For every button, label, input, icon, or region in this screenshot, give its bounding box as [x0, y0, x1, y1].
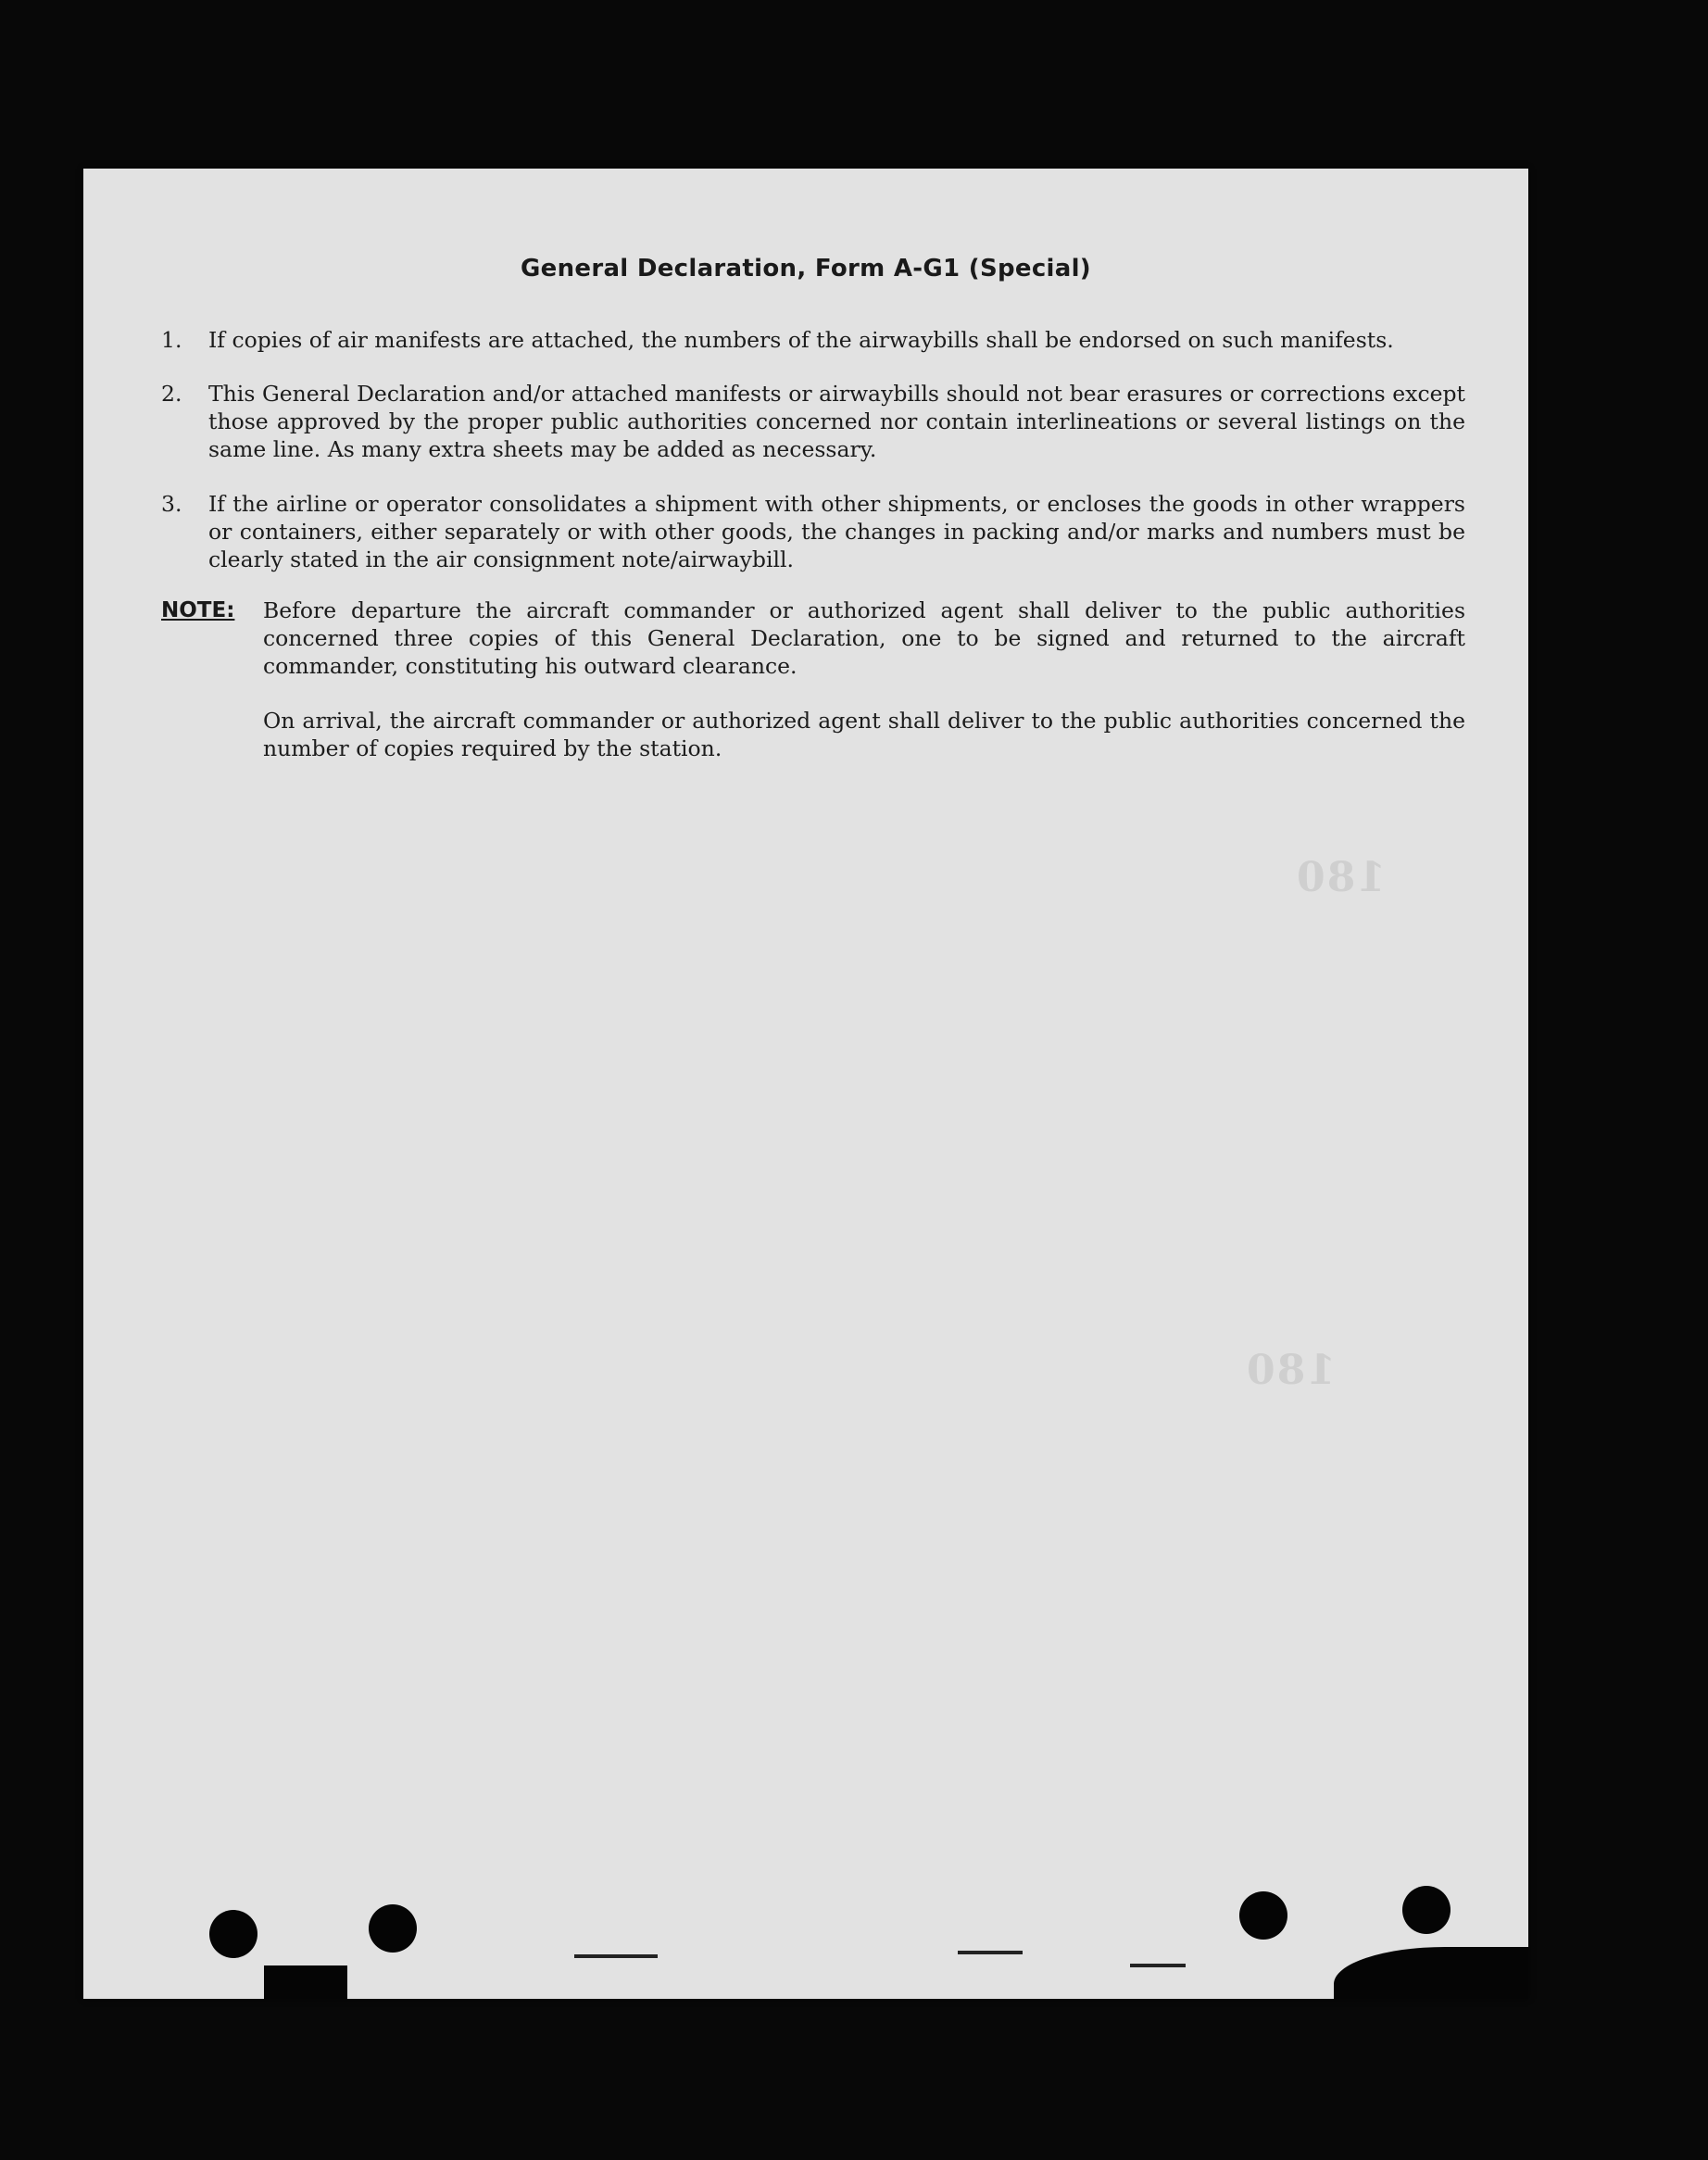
- bleed-through-number: 180: [1295, 854, 1386, 901]
- bleed-through-number: 180: [1245, 1347, 1336, 1394]
- torn-edge: [264, 1965, 347, 1999]
- note-paragraph: Before departure the aircraft commander or authorized agent shall deliver to the public authorities concerned three copies of this General Declaration, one to be signed and returned to the aircraft commander, constituting his outward clearance.: [263, 597, 1465, 679]
- document-title: General Declaration, Form A-G1 (Special): [521, 255, 1091, 283]
- note-label: NOTE:: [161, 598, 235, 622]
- item-text: This General Declaration and/or attached manifests or airwaybills should not bear erasures or corrections except those approved by the proper public authorities concerned nor contain interlineations or several listings on the same line. As many extra sheets may be added as necessary.: [208, 381, 1465, 462]
- item-text: If copies of air manifests are attached, the numbers of the airwaybills shall be endorsed on such manifests.: [208, 327, 1394, 353]
- scan-mark: [958, 1951, 1023, 1954]
- punch-hole: [1239, 1891, 1287, 1940]
- document-page: [83, 169, 1528, 1999]
- scan-mark: [1130, 1964, 1186, 1967]
- punch-hole: [209, 1910, 257, 1958]
- scan-mark: [574, 1954, 658, 1958]
- item-text: If the airline or operator consolidates a shipment with other shipments, or encloses the goods in other wrappers or containers, either separately or with other goods, the changes in packing and/or marks and numbers must be clearly stated in the air consignment note/airwaybill.: [208, 491, 1465, 572]
- punch-hole: [369, 1904, 417, 1953]
- item-number: 1.: [161, 327, 182, 353]
- torn-edge: [1334, 1947, 1528, 1999]
- item-number: 3.: [161, 491, 182, 517]
- punch-hole: [1402, 1886, 1451, 1934]
- item-number: 2.: [161, 381, 182, 407]
- note-paragraph: On arrival, the aircraft commander or authorized agent shall deliver to the public authorities concerned the number of copies required by the station.: [263, 708, 1465, 761]
